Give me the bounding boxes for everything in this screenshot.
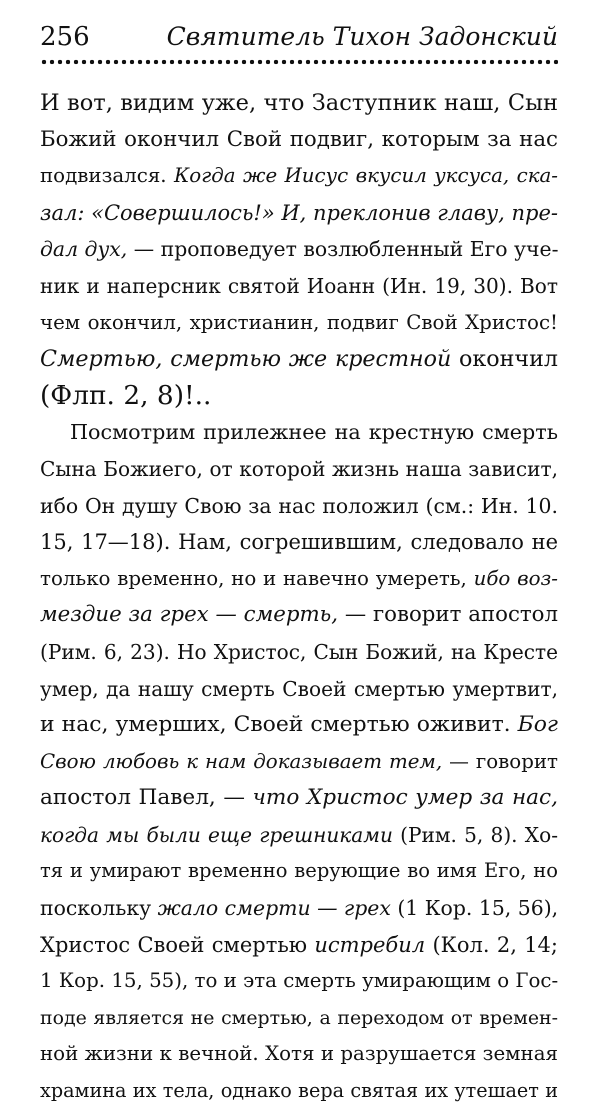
text-span: И вот, видим уже, что Заступник наш, Сын (40, 90, 558, 116)
text-line (40, 744, 558, 781)
text-line (40, 1036, 558, 1073)
text-line (40, 634, 558, 671)
text-span: (Флп. 2, 8)!.. (40, 379, 212, 411)
text-span: 15, 17—18). Нам, согрешившим, следовало не (40, 530, 558, 555)
text-line (40, 1000, 558, 1037)
text-span: 1 Кор. 15, 55), то и эта смерть умирающим о Гос- (40, 969, 559, 993)
text-line (40, 597, 558, 634)
text-line (40, 561, 558, 598)
text-line (40, 890, 558, 927)
text-span: (Кол. 2, 14; (425, 932, 558, 957)
text-line (40, 268, 558, 305)
italic-text-span: что Христос умер за нас, (252, 785, 559, 811)
text-span: ибо Он душу Свою за нас положил (см.: Ин. 10. (40, 493, 558, 518)
italic-text-span: Свою любовь к нам доказывает тем, (40, 749, 443, 773)
text-line (40, 780, 558, 817)
text-span: апостол Павел, — (40, 785, 253, 811)
italic-text-span: жало смерти — грех (157, 896, 391, 921)
italic-text-span: Смертью, смертью же крестной (40, 346, 452, 373)
text-line (40, 231, 558, 268)
text-line (40, 1073, 558, 1110)
italic-text-span: истребил (314, 932, 426, 957)
text-span: (Рим. 5, 8). Хо- (392, 822, 558, 847)
body-text (40, 85, 558, 1110)
text-span: — говорит (442, 749, 558, 773)
italic-text-span: дал дух, (40, 237, 128, 262)
text-span: Христос Своей смертью (40, 932, 315, 957)
text-span: только временно, но и навечно умереть, (40, 566, 474, 590)
ornamental-rule (40, 58, 558, 66)
text-span: (1 Кор. 15, 56), (390, 896, 559, 921)
text-span: храмина их тела, однако вера святая их утешает и (40, 1079, 558, 1103)
italic-text-span: Бог (517, 712, 558, 738)
text-line (40, 524, 558, 561)
italic-text-span: ибо воз- (473, 566, 558, 590)
text-span: подвизался. (40, 164, 174, 188)
text-span: Сына Божиего, от которой жизнь наша зависит, (40, 456, 558, 481)
text-line (40, 817, 558, 854)
page-number: 256 (40, 22, 90, 52)
text-line (40, 963, 558, 1000)
italic-text-span: Когда же Иисус вкусил уксуса, ска- (174, 164, 558, 188)
text-span: и нас, умерших, Своей смертью оживит. (40, 712, 518, 738)
text-line (40, 158, 558, 195)
text-line (40, 451, 558, 488)
text-span: поде является не смертью, а переходом от времен- (40, 1006, 558, 1029)
italic-text-span: когда мы были еще грешниками (40, 822, 393, 847)
text-span: Божий окончил Свой подвиг, которым за нас (40, 126, 558, 152)
text-line (40, 707, 558, 744)
text-span: — говорит апостол (338, 602, 558, 628)
text-span: умер, да нашу смерть Своей смертью умертвит, (40, 676, 558, 701)
page-header (40, 22, 558, 56)
text-span: ник и наперсник святой Иоанн (Ин. 19, 30). Вот (40, 273, 558, 298)
text-span: ной жизни к вечной. Хотя и разрушается земная (40, 1042, 558, 1066)
text-line (40, 122, 558, 159)
text-span: (Рим. 6, 23). Но Христос, Сын Божий, на Кресте (40, 639, 558, 664)
running-title: Святитель Тихон Задонский (166, 22, 558, 51)
text-line (40, 414, 558, 451)
text-line (40, 671, 558, 708)
text-span: Посмотрим прилежнее на крестную смерть (70, 420, 558, 445)
text-line (40, 85, 558, 122)
text-line (40, 853, 558, 890)
text-span: тя и умирают временно верующие во имя Его, но (40, 859, 558, 883)
text-span: окончил (451, 346, 558, 373)
text-line (40, 341, 558, 378)
text-line (40, 378, 558, 415)
text-line (40, 927, 558, 964)
text-span: чем окончил, христианин, подвиг Свой Христос! (40, 310, 558, 334)
italic-text-span: мездие за грех — смерть, (40, 602, 339, 628)
italic-text-span: зал: «Совершилось!» И, преклонив главу, пре- (40, 200, 558, 225)
text-line (40, 305, 558, 342)
text-span: поскольку (40, 896, 158, 921)
text-line (40, 488, 558, 525)
text-span: — проповедует возлюбленный Его уче- (127, 237, 559, 262)
text-line (40, 195, 558, 232)
